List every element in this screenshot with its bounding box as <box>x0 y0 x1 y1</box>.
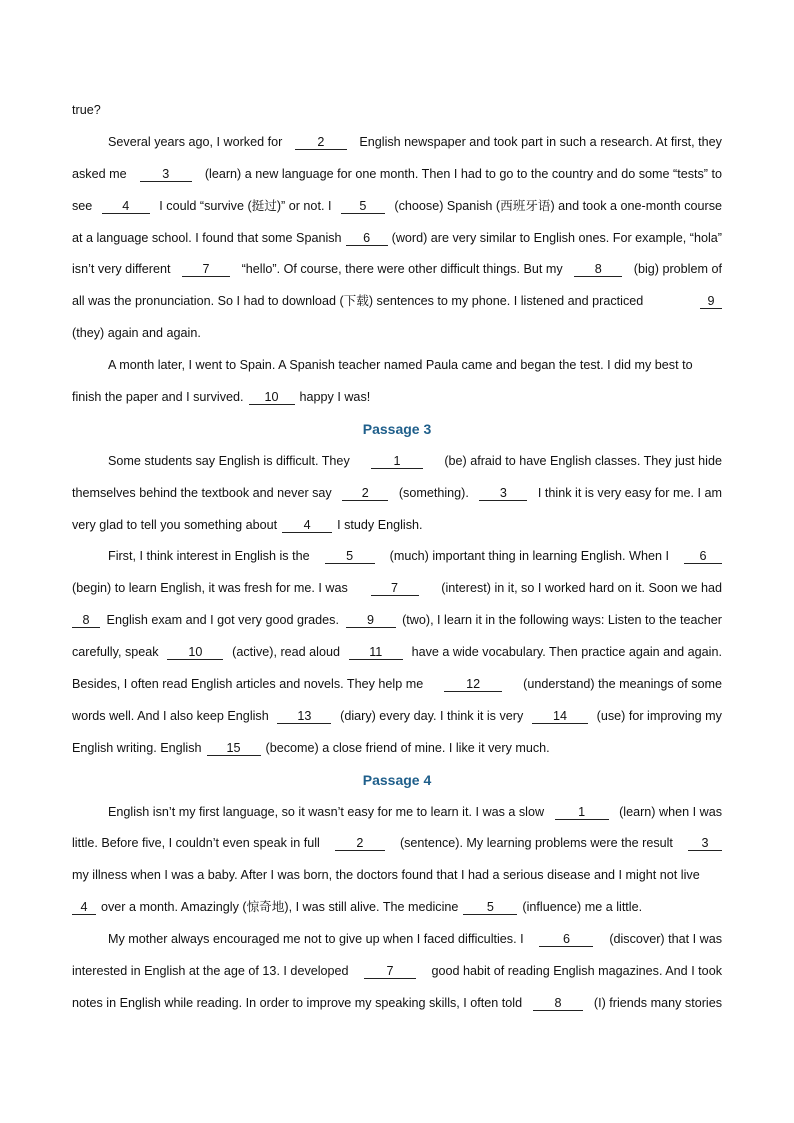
text-run: (begin) to learn English, it was fresh for me. I was <box>72 581 348 596</box>
text-run: my illness when I was a baby. After I was born, the doctors found that I had a serious disease and I might not live <box>72 868 700 883</box>
answer-blank[interactable]: 10 <box>167 645 223 660</box>
answer-blank[interactable]: 2 <box>335 836 385 851</box>
text-run: themselves behind the textbook and never say <box>72 485 332 500</box>
text-line <box>72 575 722 607</box>
text-run: good habit of reading English magazines. And I took <box>431 964 722 979</box>
text-run: (sentence). My learning problems were the result <box>399 836 673 851</box>
text-line <box>72 735 722 767</box>
answer-blank[interactable]: 7 <box>182 262 230 277</box>
answer-blank[interactable]: 5 <box>341 199 385 214</box>
text-run: (influence) me a little. <box>522 900 643 915</box>
answer-blank[interactable]: 6 <box>346 231 388 246</box>
text-run: I study English. <box>337 517 423 532</box>
answer-blank[interactable]: 12 <box>444 677 502 692</box>
answer-blank[interactable]: 4 <box>72 900 96 915</box>
text-run: English exam and I got very good grades. <box>106 613 339 628</box>
text-run: (diary) every day. I think it is very <box>340 708 524 723</box>
text-run: Several years ago, I worked for <box>108 134 283 149</box>
text-run: (understand) the meanings of some <box>523 677 722 692</box>
text-run: I think it is very easy for me. I am <box>537 485 722 500</box>
text-line <box>72 671 722 703</box>
passage-heading: Passage 4 <box>362 771 432 788</box>
answer-blank[interactable]: 15 <box>207 741 261 756</box>
answer-blank[interactable]: 8 <box>72 613 100 628</box>
text-run: notes in English while reading. In order to improve my speaking skills, I often told <box>72 995 523 1010</box>
text-line <box>72 830 722 862</box>
text-run: at a language school. I found that some Spanish <box>72 230 342 245</box>
answer-blank[interactable]: 10 <box>249 390 295 405</box>
text-line <box>72 129 722 161</box>
answer-blank[interactable]: 14 <box>532 709 588 724</box>
answer-blank[interactable]: 3 <box>140 167 192 182</box>
text-run: (something). <box>398 485 469 500</box>
document-page <box>72 97 722 1022</box>
text-run: isn’t very different <box>72 262 171 277</box>
text-run: words well. And I also keep English <box>72 708 269 723</box>
answer-blank[interactable]: 1 <box>555 805 609 820</box>
text-line <box>72 352 722 384</box>
text-run: English newspaper and took part in such a research. At first, they <box>359 134 722 149</box>
text-line <box>72 990 722 1022</box>
text-run: true? <box>72 103 101 117</box>
text-run: (active), read aloud <box>232 645 340 660</box>
passage-heading: Passage 3 <box>362 420 432 437</box>
text-run: (word) are very similar to English ones. For example, “hola” <box>391 230 722 245</box>
answer-blank[interactable]: 8 <box>533 996 583 1011</box>
text-run: (use) for improving my <box>596 708 722 723</box>
text-line <box>72 193 722 225</box>
text-run: First, I think interest in English is the <box>108 549 310 564</box>
answer-blank[interactable]: 7 <box>371 581 419 596</box>
text-run: carefully, speak <box>72 645 159 660</box>
text-run: happy I was! <box>299 390 371 405</box>
text-line <box>72 161 722 193</box>
text-line <box>72 543 722 575</box>
answer-blank[interactable]: 9 <box>346 613 396 628</box>
text-run: see <box>72 198 93 213</box>
text-line <box>72 225 722 257</box>
answer-blank[interactable]: 4 <box>102 199 150 214</box>
text-run: “hello”. Of course, there were other difficult things. But my <box>241 262 563 277</box>
text-run: (much) important thing in learning English. When I <box>389 549 669 564</box>
answer-blank[interactable]: 6 <box>539 932 593 947</box>
text-line <box>72 894 722 926</box>
text-run: all was the pronunciation. So I had to download (下载) sentences to my phone. I listened and practiced <box>72 294 644 309</box>
answer-blank[interactable]: 8 <box>574 262 622 277</box>
answer-blank[interactable]: 7 <box>364 964 416 979</box>
text-run: (choose) Spanish (西班牙语) and took a one-month course <box>394 198 722 213</box>
text-run: (big) problem of <box>633 262 722 277</box>
text-line <box>72 320 722 352</box>
text-line <box>72 384 722 416</box>
text-run: asked me <box>72 166 127 181</box>
text-line <box>72 703 722 735</box>
text-run: finish the paper and I survived. <box>72 390 244 405</box>
text-run: (they) again and again. <box>72 326 201 341</box>
text-line <box>72 480 722 512</box>
text-run: English isn’t my first language, so it wasn’t easy for me to learn it. I was a slow <box>108 804 545 819</box>
text-line <box>72 799 722 831</box>
answer-blank[interactable]: 5 <box>463 900 517 915</box>
text-run: over a month. Amazingly (惊奇地), I was still alive. The medicine <box>101 900 459 915</box>
text-run: (I) friends many stories <box>593 995 722 1010</box>
answer-blank[interactable]: 3 <box>479 486 527 501</box>
text-run: (learn) when I was <box>619 804 722 819</box>
text-line <box>72 448 722 480</box>
text-line <box>72 607 722 639</box>
text-run: interested in English at the age of 13. I developed <box>72 964 349 979</box>
text-line <box>72 97 722 129</box>
text-line <box>72 862 722 894</box>
answer-blank[interactable]: 1 <box>371 454 423 469</box>
text-run: A month later, I went to Spain. A Spanish teacher named Paula came and began the test. I did my best to <box>108 358 693 373</box>
text-line <box>72 639 722 671</box>
text-run: (learn) a new language for one month. Then I had to go to the country and do some “tests” to <box>204 166 722 181</box>
answer-blank[interactable]: 4 <box>282 518 332 533</box>
answer-blank[interactable]: 9 <box>700 294 722 309</box>
answer-blank[interactable]: 5 <box>325 549 375 564</box>
text-line <box>72 958 722 990</box>
text-run: English writing. English <box>72 740 202 755</box>
text-run: little. Before five, I couldn’t even speak in full <box>72 836 320 851</box>
text-line <box>72 512 722 544</box>
text-run: (become) a close friend of mine. I like it very much. <box>265 740 550 755</box>
text-run: Besides, I often read English articles and novels. They help me <box>72 677 424 692</box>
answer-blank[interactable]: 13 <box>277 709 331 724</box>
text-run: (interest) in it, so I worked hard on it. Soon we had <box>441 581 722 596</box>
answer-blank[interactable]: 6 <box>684 549 722 564</box>
text-run: (two), I learn it in the following ways: Listen to the teacher <box>402 613 722 628</box>
text-run: very glad to tell you something about <box>72 517 278 532</box>
text-line <box>72 926 722 958</box>
text-run: My mother always encouraged me not to give up when I faced difficulties. I <box>108 932 524 947</box>
answer-blank[interactable]: 11 <box>349 645 403 660</box>
text-run: (be) afraid to have English classes. They just hide <box>444 453 722 468</box>
text-line <box>72 288 722 320</box>
answer-blank[interactable]: 2 <box>342 486 388 501</box>
text-line <box>72 256 722 288</box>
text-run: (discover) that I was <box>609 932 722 947</box>
answer-blank[interactable]: 2 <box>295 135 347 150</box>
answer-blank[interactable]: 3 <box>688 836 722 851</box>
text-run: I could “survive (挺过)” or not. I <box>159 198 332 213</box>
text-run: Some students say English is difficult. They <box>108 453 350 468</box>
text-run: have a wide vocabulary. Then practice again and again. <box>411 645 722 660</box>
